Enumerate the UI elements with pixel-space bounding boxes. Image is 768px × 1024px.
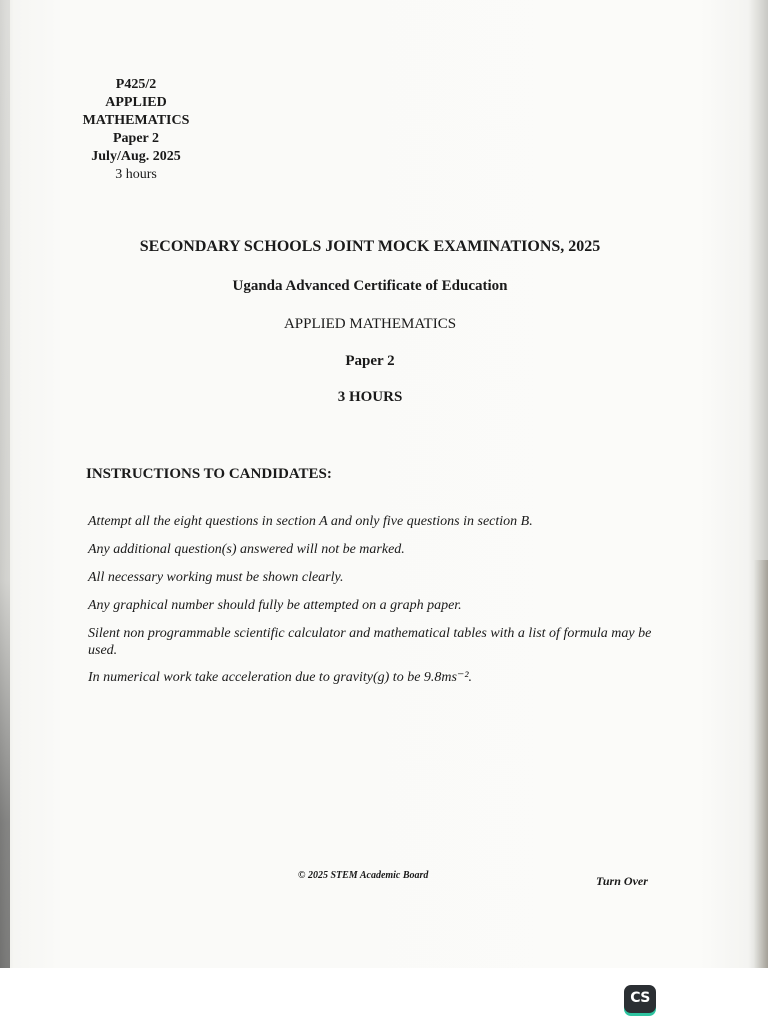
paper-number: Paper 2 — [112, 131, 159, 146]
instruction-item: All necessary working must be shown clearly. — [88, 570, 344, 585]
turn-over-note: Turn Over — [596, 874, 648, 888]
certificate-title: Uganda Advanced Certificate of Education — [232, 278, 508, 294]
duration-title: 3 HOURS — [337, 389, 403, 405]
paper-title: Paper 2 — [345, 353, 395, 369]
exam-date: July/Aug. 2025 — [91, 149, 181, 164]
exam-title: SECONDARY SCHOOLS JOINT MOCK EXAMINATIONS, 2025 — [139, 238, 601, 255]
copyright-notice: © 2025 STEM Academic Board — [298, 870, 429, 881]
exam-duration: 3 hours — [115, 167, 157, 182]
subject-title: APPLIED MATHEMATICS — [283, 316, 457, 332]
paper-header-block — [70, 76, 202, 184]
paper-code: P425/2 — [115, 77, 157, 92]
instruction-item: Any additional question(s) answered will not be marked. — [88, 542, 405, 557]
camscanner-logo-icon: CS — [624, 985, 656, 1013]
subject-line-1: APPLIED — [105, 95, 167, 110]
instruction-item: Silent non programmable scientific calculator and mathematical tables with a list of formula may be used. — [88, 626, 652, 658]
instruction-item: Any graphical number should fully be attempted on a graph paper. — [88, 598, 462, 613]
paper-left-shadow — [0, 0, 10, 968]
instructions-heading: INSTRUCTIONS TO CANDIDATES: — [86, 466, 332, 482]
instruction-item: In numerical work take acceleration due to gravity(g) to be 9.8ms⁻². — [88, 670, 473, 685]
instructions-list — [88, 513, 678, 697]
instruction-item: Attempt all the eight questions in section A and only five questions in section B. — [88, 514, 533, 529]
paper-right-shadow — [754, 560, 768, 968]
subject-line-2: MATHEMATICS — [82, 113, 190, 128]
